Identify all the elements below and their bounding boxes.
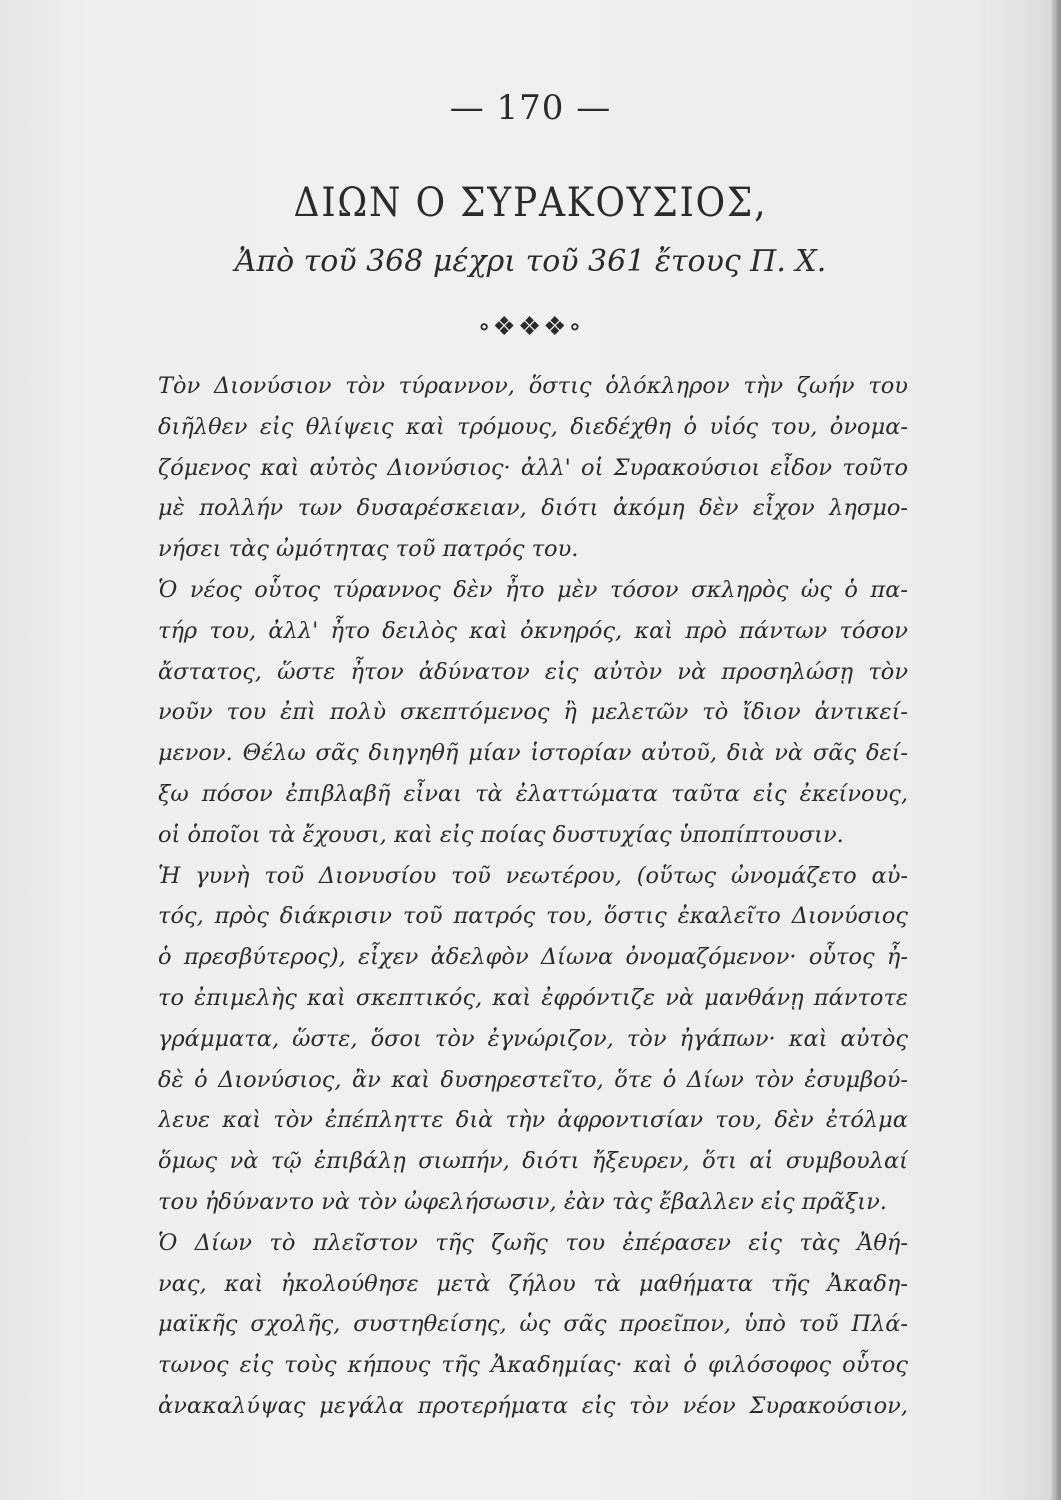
text-line: Ὁ Δίων τὸ πλεῖστον τῆς ζωῆς του ἐπέρασεν εἰς τὰς Ἀθή- [158,1229,908,1256]
text-line: λευε καὶ τὸν ἐπέπληττε διὰ τὴν ἀφροντισίαν του, δὲν ἐτόλμα [158,1107,908,1134]
text-line: του ἠδύναντο νὰ τὸν ὠφελήσωσιν, ἐὰν τὰς ἔβαλλεν εἰς πρᾶξιν. [158,1188,887,1215]
text-line: το ἐπιμελὴς καὶ σκεπτικός, καὶ ἐφρόντιζε νὰ μανθάνῃ πάντοτε [158,984,908,1011]
text-line: τωνος εἰς τοὺς κήπους τῆς Ἀκαδημίας· καὶ ὁ φιλόσοφος οὗτος [158,1352,908,1379]
text-line: νήσει τὰς ὠμότητας τοῦ πατρός του. [158,536,579,563]
text-line: ξω πόσον ἐπιβλαβῆ εἶναι τὰ ἐλαττώματα ταῦτα εἰς ἐκείνους, [158,780,908,807]
text-line: Ὁ νέος οὗτος τύραννος δὲν ἦτο μὲν τόσον σκληρὸς ὡς ὁ πα- [158,576,908,603]
text-line: ὁ πρεσβύτερος), εἶχεν ἀδελφὸν Δίωνα ὀνομαζόμενον· οὗτος ἦ- [158,944,908,971]
text-line: διῆλθεν εἰς θλίψεις καὶ τρόμους, διεδέχθη ὁ υἱός του, ὀνομα- [158,413,908,440]
text-line: μενον. Θέλω σᾶς διηγηθῆ μίαν ἱστορίαν αὐτοῦ, διὰ νὰ σᾶς δεί- [158,740,908,767]
text-line: ἀνακαλύψας μεγάλα προτερήματα εἰς τὸν νέον Συρακούσιον, [158,1392,908,1419]
chapter-title: ΔΙΩΝ Ο ΣΥΡΑΚΟΥΣΙΟΣ, [293,180,768,226]
text-line: Ἡ γυνὴ τοῦ Διονυσίου τοῦ νεωτέρου, (οὕτως ὠνομάζετο αὐ- [158,862,908,889]
text-line: τός, πρὸς διάκρισιν τοῦ πατρός του, ὅστις ἐκαλεῖτο Διονύσιος [158,903,908,930]
text-line: ὅμως νὰ τῷ ἐπιβάλῃ σιωπήν, διότι ἤξευρεν, ὅτι αἱ συμβουλαί [158,1148,908,1175]
page-edge-shadow [1051,0,1061,1500]
page-number: — 170 — [449,88,612,128]
text-line: νοῦν του ἐπὶ πολὺ σκεπτόμενος ἢ μελετῶν τὸ ἴδιον ἀντικεί- [158,699,908,726]
text-line: γράμματα, ὥστε, ὅσοι τὸν ἐγνώριζον, τὸν ἠγάπων· καὶ αὐτὸς [158,1025,908,1052]
text-line: οἱ ὁποῖοι τὰ ἔχουσι, καὶ εἰς ποίας δυστυχίας ὑποπίπτουσιν. [158,821,844,848]
text-line: δὲ ὁ Διονύσιος, ἂν καὶ δυσηρεστεῖτο, ὅτε ὁ Δίων τὸν ἐσυμβού- [158,1066,908,1093]
chapter-subtitle: Ἀπὸ τοῦ 368 μέχρι τοῦ 361 ἔτους Π. Χ. [234,244,827,279]
text-line: ζόμενος καὶ αὐτὸς Διονύσιος· ἀλλ' οἱ Συρακούσιοι εἶδον τοῦτο [158,454,908,481]
ornament-divider: ∘❖❖❖∘ [477,312,584,342]
text-line: Τὸν Διονύσιον τὸν τύραννον, ὅστις ὁλόκληρον τὴν ζωήν του [158,373,908,399]
text-line: μαϊκῆς σχολῆς, συστηθείσης, ὡς σᾶς προεῖπον, ὑπὸ τοῦ Πλά- [158,1311,908,1338]
text-line: τήρ του, ἀλλ' ἦτο δειλὸς καὶ ὀκνηρός, καὶ πρὸ πάντων τόσον [158,617,908,644]
text-line: ἄστατος, ὥστε ἦτον ἀδύνατον εἰς αὐτὸν νὰ προσηλώσῃ τὸν [158,658,908,685]
body-text [158,366,908,1427]
text-line: μὲ πολλήν των δυσαρέσκειαν, διότι ἀκόμη δὲν εἶχον λησμο- [158,495,908,522]
text-line: νας, καὶ ἠκολούθησε μετὰ ζήλου τὰ μαθήματα τῆς Ἀκαδη- [158,1270,908,1297]
